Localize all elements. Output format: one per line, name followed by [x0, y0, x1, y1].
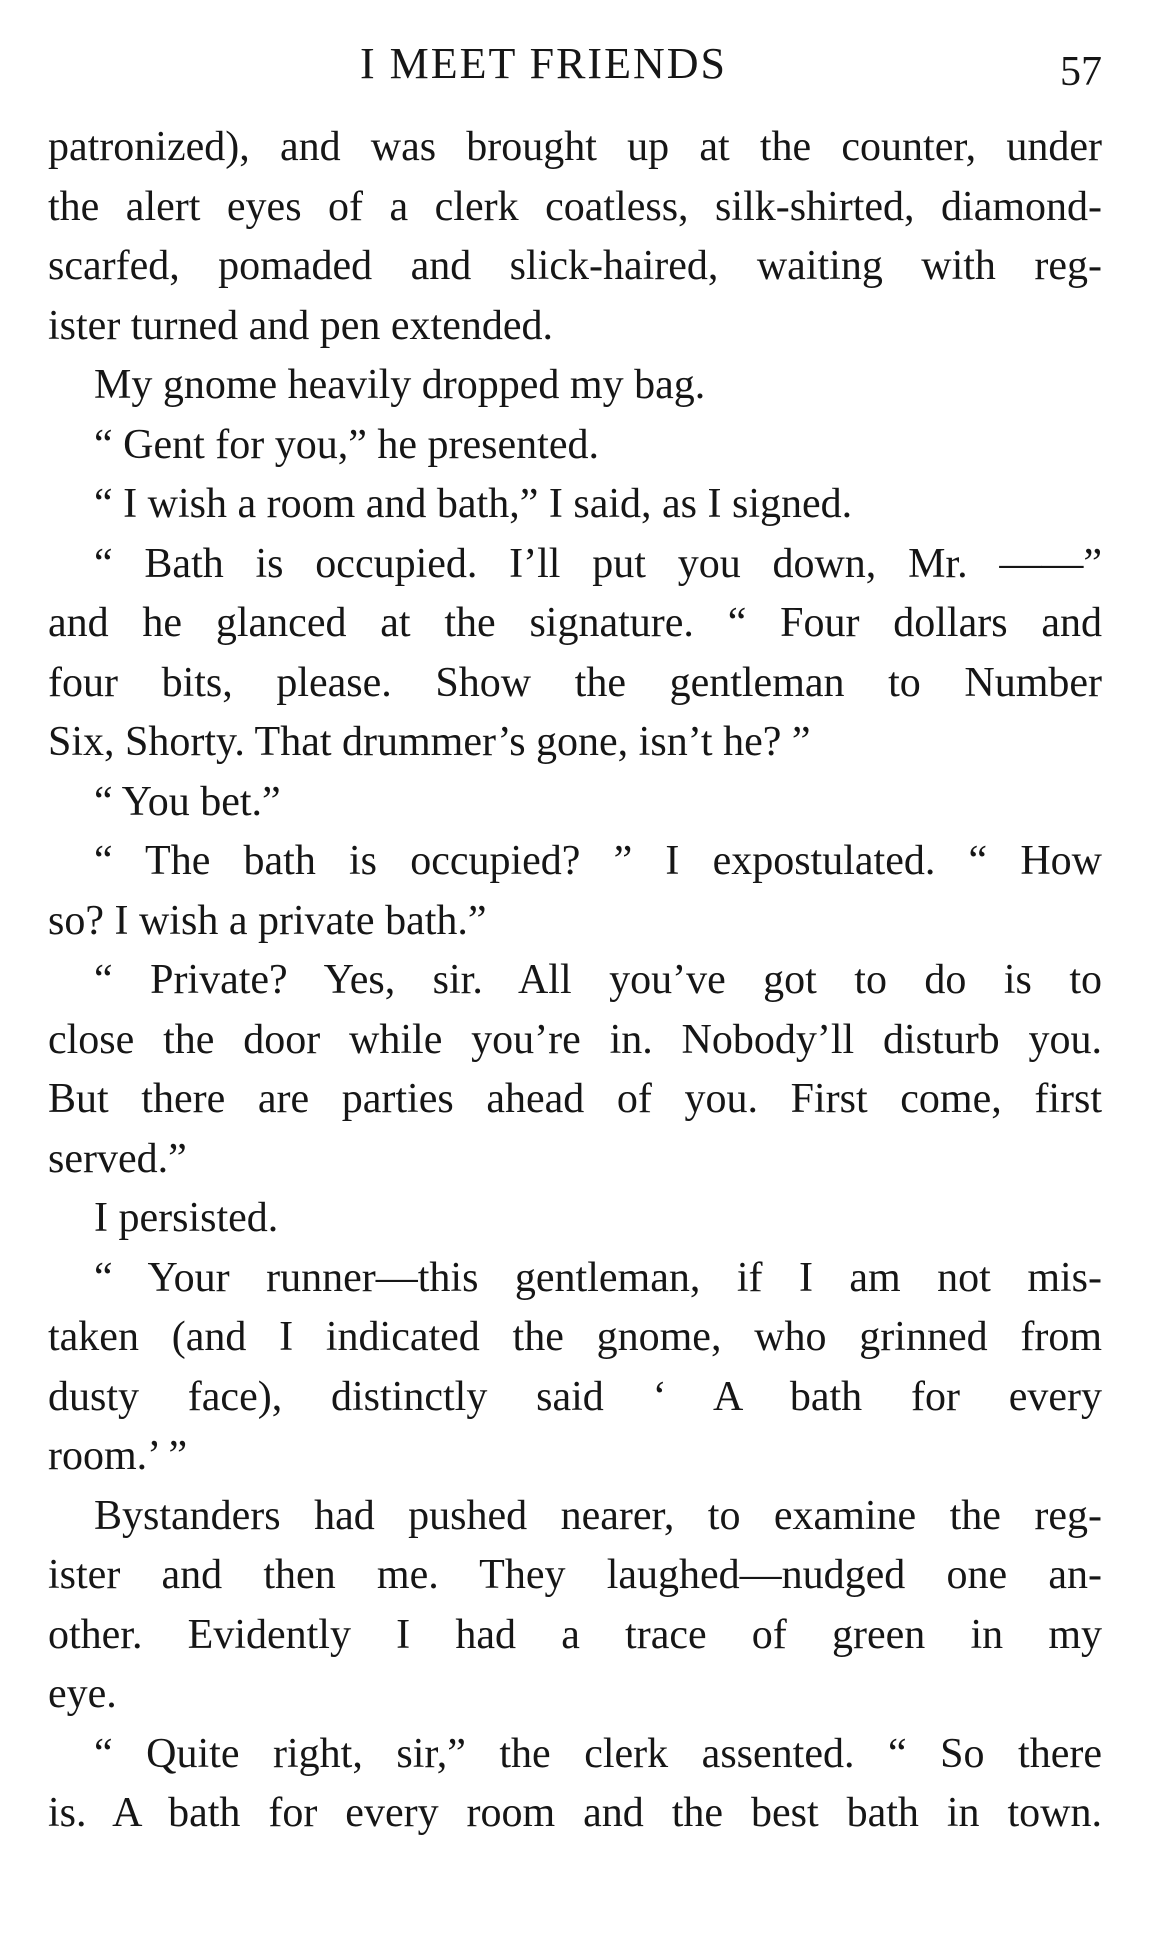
text-line: “ You bet.”	[94, 778, 281, 825]
paragraph	[48, 416, 1102, 476]
text-line: the alert eyes of a clerk coatless, silk-shirted, diamond-	[48, 183, 1102, 230]
running-head	[0, 36, 1170, 96]
text-line: taken (and I indicated the gnome, who grinned from	[48, 1314, 1102, 1360]
text-line: “ Quite right, sir,” the clerk assented. “ So there	[94, 1730, 1102, 1777]
text-line: ister and then me. They laughed—nudged one an-	[48, 1552, 1102, 1598]
text-line: “ Your runner—this gentleman, if I am not mis-	[94, 1254, 1102, 1301]
text-line: served.”	[48, 1135, 187, 1182]
paragraph	[48, 773, 1102, 833]
text-line: “ The bath is occupied? ” I expostulated. “ How	[94, 838, 1102, 884]
text-line: scarfed, pomaded and slick-haired, waiting with reg-	[48, 243, 1102, 289]
text-line: “ Gent for you,” he presented.	[94, 421, 599, 468]
text-line: so? I wish a private bath.”	[48, 897, 487, 944]
paragraph	[48, 1189, 1102, 1249]
paragraph	[48, 356, 1102, 416]
text-line: room.’ ”	[48, 1433, 188, 1479]
paragraph	[48, 951, 1102, 1189]
paragraph	[48, 475, 1102, 535]
text-line: close the door while you’re in. Nobody’ll disturb you.	[48, 1016, 1102, 1063]
text-line: four bits, please. Show the gentleman to Number	[48, 659, 1102, 706]
text-line: Six, Shorty. That drummer’s gone, isn’t he? ”	[48, 719, 811, 765]
paragraph	[48, 1725, 1102, 1844]
text-line: is. A bath for every room and the best bath in town.	[48, 1790, 1102, 1836]
paragraph	[48, 1249, 1102, 1487]
text-line: eye.	[48, 1671, 117, 1717]
body-text	[48, 118, 1102, 1844]
paragraph	[48, 535, 1102, 773]
text-line: ister turned and pen extended.	[48, 302, 553, 349]
paragraph	[48, 832, 1102, 951]
text-line: Bystanders had pushed nearer, to examine the reg-	[94, 1492, 1102, 1539]
text-line: and he glanced at the signature. “ Four dollars and	[48, 600, 1102, 646]
chapter-title: I MEET FRIENDS	[360, 39, 727, 88]
text-line: “ I wish a room and bath,” I said, as I signed.	[94, 481, 853, 527]
text-line: other. Evidently I had a trace of green in my	[48, 1611, 1102, 1658]
text-line: dusty face), distinctly said ‘ A bath for every	[48, 1373, 1102, 1420]
text-line: “ Private? Yes, sir. All you’ve got to do is to	[94, 957, 1102, 1003]
text-line: patronized), and was brought up at the counter, under	[48, 124, 1102, 170]
text-line: My gnome heavily dropped my bag.	[94, 362, 706, 408]
text-line: “ Bath is occupied. I’ll put you down, Mr. ——”	[94, 540, 1102, 587]
text-line: But there are parties ahead of you. First come, first	[48, 1076, 1102, 1122]
paragraph	[48, 1487, 1102, 1725]
text-line: I persisted.	[94, 1195, 279, 1241]
paragraph	[48, 118, 1102, 356]
page-number: 57	[1060, 49, 1102, 95]
